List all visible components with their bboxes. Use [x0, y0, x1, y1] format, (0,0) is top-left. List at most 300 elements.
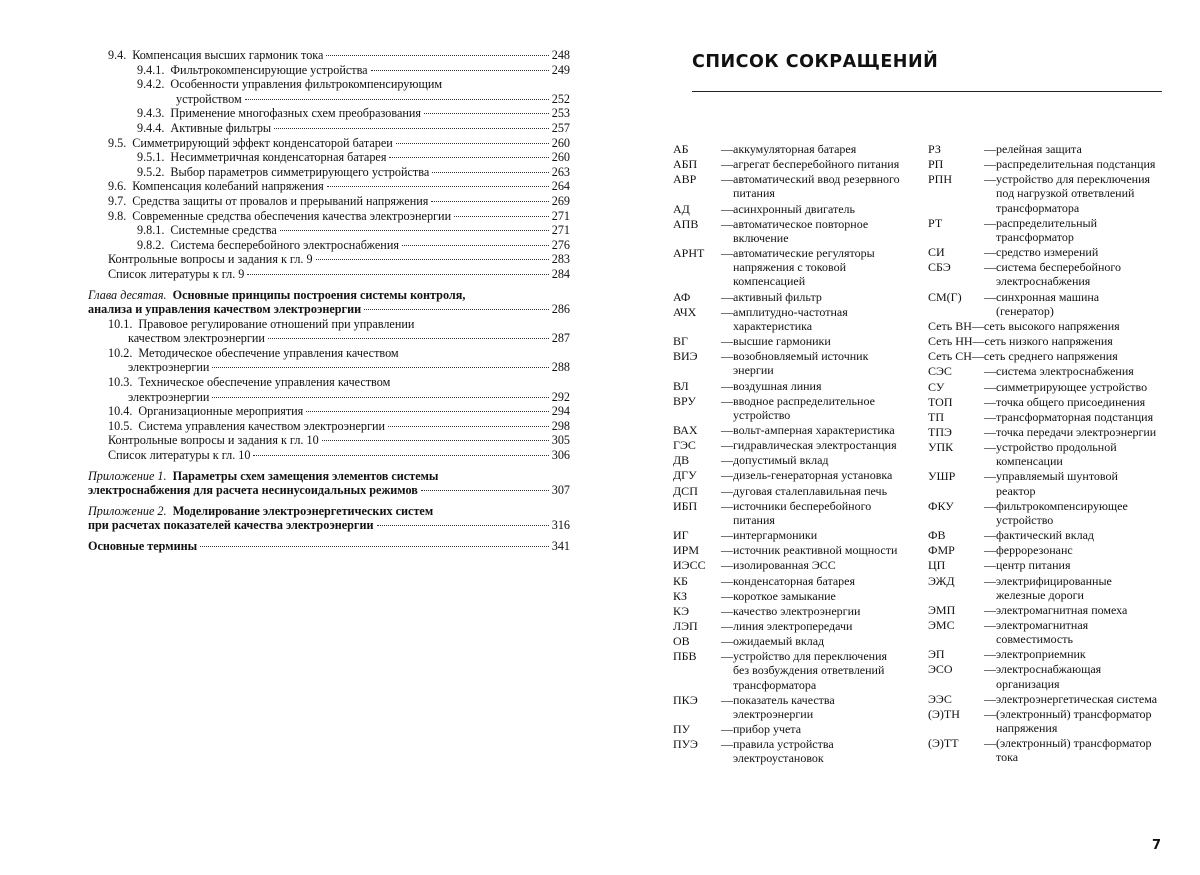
toc-entry [88, 360, 570, 375]
toc-leader-dots [200, 546, 549, 547]
page-number: 7 [1152, 838, 1162, 853]
abbreviation-definition: фактический вклад [996, 528, 1095, 543]
abbreviation-dash: — [721, 246, 733, 261]
abbreviation-definition: симметрирующее устройство [996, 379, 1148, 394]
abbreviation-entry [928, 334, 1160, 348]
abbreviation-entry [928, 380, 1160, 394]
abbreviation-definition: трансформаторная подстанция [996, 409, 1154, 424]
toc-entry [88, 267, 570, 282]
abbreviation-term: РТ [928, 215, 943, 230]
toc-entry-title: Контрольные вопросы и задания к гл. 9 [108, 252, 313, 267]
abbreviation-entry [928, 142, 1160, 156]
abbreviation-term: ГЭС [673, 438, 696, 453]
toc-entry-number: 9.4. [108, 48, 127, 62]
abbreviation-definition: точка общего присоединения [996, 394, 1146, 409]
toc-entry-number: Глава десятая. [88, 287, 167, 302]
toc-entry [88, 48, 570, 63]
abbreviation-term: АФ [673, 289, 691, 304]
abbreviation-dash: — [721, 157, 733, 172]
abbreviation-dash: — [721, 483, 733, 498]
toc-entry-number: 9.5.1. [137, 150, 165, 165]
abbreviation-entry [673, 349, 905, 377]
abbreviation-dash: — [984, 498, 996, 513]
toc-entry [88, 469, 570, 484]
abbreviation-term: ЭМП [928, 602, 956, 617]
abbreviation-entry [673, 453, 905, 467]
abbreviation-entry [673, 619, 905, 633]
toc-entry-page: 341 [551, 539, 570, 553]
abbreviation-dash: — [721, 588, 733, 603]
abbreviation-dash: — [721, 543, 733, 558]
abbreviation-term: ДВ [673, 453, 690, 468]
toc-entry [88, 92, 570, 107]
abbreviation-definition: релейная защита [996, 142, 1082, 156]
abbreviation-term: Сеть ВН [928, 318, 972, 333]
toc-leader-dots [322, 440, 549, 441]
toc-entry [88, 223, 570, 238]
toc-entry-page: 283 [551, 252, 570, 267]
toc-entry-number: 9.4.2. [137, 77, 165, 92]
abbreviation-dash: — [984, 662, 996, 677]
abbreviation-dash: — [721, 304, 733, 319]
abbreviation-entry [928, 543, 1160, 557]
toc-entry-title: Применение многофазных схем преобразования [170, 106, 422, 121]
toc-leader-dots [364, 309, 549, 310]
toc-entry-number: 9.5. [108, 135, 127, 150]
toc-leader-dots [424, 113, 549, 114]
toc-leader-dots [432, 172, 548, 173]
abbreviation-definition: автоматический ввод резервного питания [733, 172, 900, 201]
abbreviation-entry [928, 172, 1160, 214]
toc-entry [88, 346, 570, 361]
abbreviation-term: ФКУ [928, 498, 954, 513]
abbreviation-dash: — [984, 379, 996, 394]
toc-entry-title: Симметрирующий эффект конденсаторой батареи [132, 135, 393, 150]
title-rule [692, 91, 1162, 92]
abbreviation-term: АЧХ [673, 304, 697, 319]
abbreviation-dash: — [721, 393, 733, 408]
toc-entry-page: 271 [551, 223, 570, 238]
abbreviation-entry [673, 468, 905, 482]
abbreviation-dash: — [984, 289, 996, 304]
abbreviation-term: АД [673, 201, 690, 216]
abbreviation-definition: сеть низкого напряжения [984, 334, 1113, 349]
toc-leader-dots [454, 216, 549, 217]
toc-entry-title: электроснабжения для расчета несинусоидальных режимов [88, 483, 418, 498]
abbreviation-term: ВИЭ [673, 349, 698, 364]
toc-leader-dots [212, 367, 548, 368]
abbreviation-term: ИЭСС [673, 558, 706, 573]
toc-entry [88, 539, 570, 554]
abbreviation-entry [928, 410, 1160, 424]
abbreviation-entry [928, 736, 1160, 764]
abbreviation-dash: — [721, 378, 733, 393]
abbreviation-definition: средство измерений [996, 245, 1099, 260]
abbreviation-definition: дуговая сталеплавильная печь [733, 483, 888, 498]
abbreviation-entry [673, 543, 905, 557]
toc-entry-page: 264 [551, 179, 570, 194]
toc-leader-dots [253, 455, 548, 456]
abbreviation-entry [673, 499, 905, 527]
abbreviation-dash: — [984, 736, 996, 751]
toc-entry-title: Параметры схем замещения элементов системы [172, 468, 439, 483]
abbreviation-dash: — [984, 260, 996, 275]
abbreviation-term: ВЛ [673, 378, 689, 393]
toc-entry-title: Средства защиты от провалов и прерываний напряжения [132, 193, 429, 208]
toc-entry-title: Компенсация высших гармоник тока [132, 48, 324, 62]
toc-entry [88, 504, 570, 519]
abbreviation-dash: — [972, 334, 985, 349]
toc-entry-number: 10.4. [108, 404, 133, 419]
toc-entry-page: 249 [551, 62, 570, 77]
abbreviation-entry [673, 172, 905, 200]
abbreviation-dash: — [721, 349, 733, 364]
abbreviation-term: ПУЭ [673, 737, 698, 752]
abbreviation-dash: — [984, 691, 996, 706]
abbreviation-term: ПКЭ [673, 692, 698, 707]
abbreviation-dash: — [721, 216, 733, 231]
abbreviation-entry [673, 722, 905, 736]
abbreviation-entry [673, 305, 905, 333]
toc-entry-number: 9.4.4. [137, 120, 165, 135]
toc-entry [88, 121, 570, 136]
abbreviation-definition: электроприемник [996, 647, 1086, 662]
abbreviation-term: УПК [928, 440, 954, 455]
abbreviation-entry [928, 260, 1160, 288]
abbreviation-term: ПУ [673, 722, 691, 737]
toc-entry-page: 316 [551, 518, 570, 533]
abbreviation-dash: — [984, 618, 996, 632]
abbreviations-column-left [673, 142, 905, 767]
abbreviation-entry [928, 349, 1160, 363]
abbreviation-definition: изолированная ЭСС [733, 558, 836, 573]
toc-leader-dots [274, 128, 549, 129]
page-title: СПИСОК СОКРАЩЕНИЙ [692, 52, 939, 72]
abbreviation-definition: электроснабжающая организация [996, 662, 1102, 691]
abbreviation-term: АВР [673, 172, 697, 187]
abbreviation-definition: электромагнитная совместимость [996, 618, 1089, 647]
toc-entry-page: 298 [551, 418, 570, 433]
toc-entry [88, 483, 570, 498]
abbreviation-entry [673, 604, 905, 618]
toc-entry-title: Техническое обеспечение управления качеством [138, 375, 391, 390]
abbreviation-term: УШР [928, 469, 956, 484]
toc-entry-page: 263 [551, 164, 570, 179]
abbreviation-dash: — [984, 215, 996, 230]
abbreviation-term: РПН [928, 172, 953, 187]
abbreviation-dash: — [721, 498, 733, 513]
toc-entry-number: 9.8.1. [137, 223, 165, 238]
toc-entry-title: Выбор параметров симметрирующего устройства [170, 164, 430, 179]
toc-entry [88, 419, 570, 434]
toc-entry [88, 375, 570, 390]
abbreviation-entry [673, 558, 905, 572]
abbreviation-dash: — [721, 172, 733, 187]
abbreviation-entry [928, 618, 1160, 646]
abbreviation-dash: — [721, 438, 733, 453]
toc-entry-page: 257 [551, 120, 570, 135]
abbreviation-term: ЭМС [928, 618, 955, 632]
abbreviation-definition: гидравлическая электростанция [733, 438, 897, 453]
abbreviation-entry [673, 484, 905, 498]
abbreviation-entry [928, 245, 1160, 259]
abbreviation-term: ВГ [673, 334, 688, 349]
toc-entry-title: Методическое обеспечение управления качеством [138, 345, 399, 360]
toc-entry-title: качеством электроэнергии [128, 331, 265, 346]
abbreviation-dash: — [721, 634, 733, 649]
abbreviation-definition: (электронный) трансформатор тока [996, 736, 1152, 765]
abbreviation-term: СМ(Г) [928, 289, 962, 304]
abbreviation-term: ЭСО [928, 662, 953, 677]
abbreviation-definition: воздушная линия [733, 378, 822, 393]
abbreviation-definition: система электроснабжения [996, 364, 1134, 379]
toc-entry-title: Организационные мероприятия [138, 404, 304, 419]
abbreviation-entry [928, 290, 1160, 318]
abbreviation-entry [928, 662, 1160, 690]
toc-entry-number: Приложение 2. [88, 503, 167, 518]
abbreviation-term: ФВ [928, 528, 946, 543]
abbreviation-dash: — [984, 558, 996, 573]
toc-entry [88, 317, 570, 332]
abbreviation-entry [928, 558, 1160, 572]
toc-leader-dots [316, 259, 549, 260]
toc-entry-page: 253 [551, 106, 570, 121]
toc-entry-number: 9.6. [108, 179, 127, 194]
toc-entry-page: 286 [551, 302, 570, 317]
abbreviation-dash: — [721, 558, 733, 573]
toc-entry-page: 307 [551, 483, 570, 498]
toc-entry-title: Системные средства [170, 223, 277, 238]
abbreviation-dash: — [721, 603, 733, 618]
abbreviation-dash: — [721, 737, 733, 752]
toc-entry-number: 10.3. [108, 375, 133, 390]
abbreviation-term: АРНТ [673, 246, 705, 261]
abbreviation-entry [673, 737, 905, 765]
abbreviation-definition: асинхронный двигатель [733, 201, 855, 216]
toc-entry-title: электроэнергии [128, 389, 210, 404]
toc-entry [88, 390, 570, 405]
abbreviation-dash: — [984, 573, 996, 588]
toc-entry-title: Моделирование электроэнергетических систем [172, 503, 434, 518]
abbreviation-term: (Э)ТН [928, 706, 960, 721]
abbreviation-term: ПБВ [673, 649, 697, 664]
abbreviation-definition: автоматическое повторное включение [733, 216, 869, 245]
abbreviation-entry [928, 647, 1160, 661]
abbreviation-term: ЭЖД [928, 573, 955, 588]
abbreviation-dash: — [984, 469, 996, 484]
abbreviation-definition: система бесперебойного электроснабжения [996, 260, 1122, 289]
toc-entry-page: 276 [551, 237, 570, 252]
abbreviation-term: (Э)ТТ [928, 736, 959, 751]
toc-entry-number: 10.2. [108, 345, 133, 360]
abbreviation-term: КБ [673, 573, 688, 588]
abbreviation-definition: феррорезонанс [996, 543, 1073, 558]
toc-leader-dots [245, 99, 549, 100]
abbreviation-entry [673, 217, 905, 245]
abbreviation-term: ДСП [673, 483, 698, 498]
abbreviation-entry [928, 425, 1160, 439]
abbreviation-dash: — [721, 692, 733, 707]
abbreviation-entry [673, 649, 905, 691]
abbreviation-definition: высшие гармоники [733, 334, 831, 349]
toc-entry [88, 238, 570, 253]
toc-entry-page: 252 [551, 91, 570, 106]
toc-leader-dots [327, 186, 549, 187]
abbreviation-entry [673, 290, 905, 304]
abbreviation-entry [673, 423, 905, 437]
abbreviation-definition: источники бесперебойного питания [733, 498, 872, 527]
abbreviation-definition: синхронная машина (генератор) [996, 289, 1100, 318]
toc-entry-number: Приложение 1. [88, 468, 167, 483]
abbreviation-definition: распределительная подстанция [996, 157, 1156, 172]
abbreviation-definition: распределительный трансформатор [996, 215, 1098, 244]
abbreviation-entry [673, 574, 905, 588]
toc-entry-title: Фильтрокомпенсирующие устройства [170, 62, 368, 77]
abbreviation-definition: интергармоники [733, 528, 818, 543]
abbreviation-dash: — [721, 142, 733, 156]
abbreviation-term: ВРУ [673, 393, 696, 408]
abbreviation-definition: сеть высокого напряжения [983, 318, 1120, 333]
abbreviation-dash: — [984, 245, 996, 260]
abbreviation-definition: прибор учета [733, 722, 802, 737]
toc-entry-number: 10.1. [108, 316, 133, 331]
abbreviation-definition: активный фильтр [733, 289, 822, 304]
abbreviation-term: Сеть НН [928, 334, 973, 349]
abbreviation-term: ИРМ [673, 543, 700, 558]
abbreviation-term: СИ [928, 245, 945, 260]
abbreviation-definition: (электронный) трансформатор напряжения [996, 706, 1152, 736]
toc-entry-number: 9.8. [108, 208, 127, 223]
toc-entry [88, 136, 570, 151]
toc-leader-dots [389, 157, 548, 158]
abbreviation-entry [928, 707, 1160, 735]
abbreviation-term: АБП [673, 157, 698, 172]
toc-entry-title: Список литературы к гл. 9 [108, 266, 245, 281]
toc-entry [88, 165, 570, 180]
abbreviation-dash: — [984, 364, 996, 379]
abbreviation-entry [928, 603, 1160, 617]
abbreviation-term: ДГУ [673, 468, 697, 483]
abbreviation-definition: устройство для переключения под нагрузкой ответвлений трансформатора [996, 172, 1151, 215]
toc-entry-title: Система бесперебойного электроснабжения [170, 237, 399, 252]
toc-entry-title: Компенсация колебаний напряжения [132, 179, 324, 194]
toc-entry [88, 106, 570, 121]
abbreviation-term: ФМР [928, 543, 955, 558]
abbreviation-definition: допустимый вклад [733, 453, 829, 468]
toc-entry-title: Основные термины [88, 539, 198, 553]
abbreviation-dash: — [984, 602, 996, 617]
toc-entry [88, 150, 570, 165]
toc-entry-page: 288 [551, 360, 570, 375]
abbreviation-term: АПВ [673, 216, 699, 231]
toc-entry-title: Современные средства обеспечения качества электроэнергии [132, 208, 452, 223]
abbreviation-definition: правила устройства электроустановок [733, 737, 834, 766]
toc-leader-dots [421, 490, 549, 491]
abbreviation-term: РП [928, 157, 944, 172]
abbreviation-dash: — [721, 453, 733, 468]
abbreviation-term: РЗ [928, 142, 941, 156]
toc-leader-dots [396, 143, 549, 144]
abbreviation-term: ИБП [673, 498, 698, 513]
abbreviation-entry [928, 528, 1160, 542]
abbreviation-term: СЭС [928, 364, 952, 379]
abbreviation-dash: — [984, 142, 996, 156]
abbreviation-entry [928, 469, 1160, 497]
abbreviation-entry [673, 142, 905, 156]
toc-entry-number: 9.5.2. [137, 164, 165, 179]
abbreviation-entry [928, 364, 1160, 378]
abbreviation-term: ТПЭ [928, 424, 952, 439]
toc-entry-title: Контрольные вопросы и задания к гл. 10 [108, 433, 319, 448]
abbreviation-definition: конденсаторная батарея [733, 573, 856, 588]
abbreviation-entry [673, 334, 905, 348]
abbreviation-term: АБ [673, 142, 689, 156]
abbreviation-dash: — [721, 649, 733, 664]
toc-entry-page: 287 [551, 331, 570, 346]
abbreviation-entry [673, 157, 905, 171]
abbreviation-dash: — [984, 543, 996, 558]
toc-entry-number: 9.7. [108, 193, 127, 208]
abbreviation-term: ЭП [928, 647, 945, 662]
abbreviation-dash: — [721, 289, 733, 304]
toc-entry [88, 288, 570, 303]
abbreviation-definition: точка передачи электроэнергии [996, 424, 1157, 439]
toc-leader-dots [377, 525, 549, 526]
abbreviation-dash: — [721, 334, 733, 349]
abbreviation-term: КЗ [673, 588, 688, 603]
abbreviation-definition: автоматические регуляторы напряжения с токовой компенсацией [733, 246, 875, 289]
toc-entry-title: при расчетах показателей качества электроэнергии [88, 518, 374, 533]
toc-entry [88, 448, 570, 463]
abbreviation-definition: аккумуляторная батарея [733, 142, 857, 156]
toc-entry-page: 271 [551, 208, 570, 223]
abbreviation-definition: электрифицированные железные дороги [996, 573, 1112, 602]
abbreviation-dash: — [984, 647, 996, 662]
abbreviation-definition: возобновляемый источник энергии [733, 349, 869, 378]
abbreviation-entry [673, 438, 905, 452]
abbreviation-definition: источник реактивной мощности [733, 543, 898, 558]
toc-entry-title: анализа и управления качеством электроэнергии [88, 302, 362, 317]
abbreviation-entry [673, 246, 905, 288]
abbreviation-definition: электромагнитная помеха [996, 602, 1128, 617]
abbreviation-definition: управляемый шунтовой реактор [996, 469, 1118, 498]
abbreviation-definition: дизель-генераторная установка [733, 468, 893, 483]
abbreviation-dash: — [984, 394, 996, 409]
abbreviation-dash: — [721, 722, 733, 737]
right-page [600, 0, 1200, 875]
abbreviation-entry [673, 202, 905, 216]
toc-entry [88, 194, 570, 209]
abbreviation-dash: — [721, 573, 733, 588]
toc-entry [88, 433, 570, 448]
toc-leader-dots [306, 411, 548, 412]
abbreviation-definition: амплитудно-частотная характеристика [733, 304, 848, 333]
toc-leader-dots [247, 274, 548, 275]
abbreviation-dash: — [984, 172, 996, 187]
toc-entry-title: Несимметричная конденсаторная батарея [170, 150, 387, 165]
abbreviation-entry [673, 634, 905, 648]
abbreviation-dash: — [721, 422, 733, 437]
abbreviation-definition: линия электропередачи [733, 619, 853, 633]
toc-entry-title: Правовое регулирование отношений при управлении [138, 316, 415, 331]
toc-entry-title: Особенности управления фильтрокомпенсирующим [170, 77, 443, 92]
abbreviation-dash: — [971, 349, 984, 364]
abbreviation-term: ЦП [928, 558, 946, 573]
abbreviation-definition: вольт-амперная характеристика [733, 422, 895, 437]
toc-entry-title: Активные фильтры [170, 120, 272, 135]
abbreviation-dash: — [984, 157, 996, 172]
toc-entry [88, 63, 570, 78]
